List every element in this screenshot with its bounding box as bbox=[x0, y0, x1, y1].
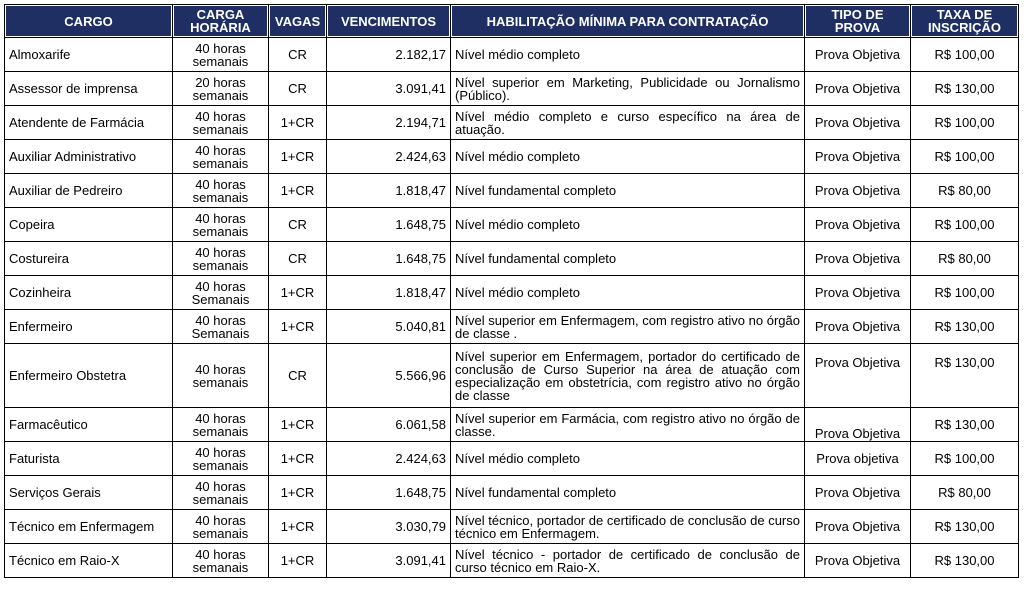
table-row bbox=[5, 344, 1019, 408]
habilitacao-cell: Nível superior em Enfermagem, portador do certificado de conclusão de Curso Superior na área de atuação com especialização em obstetrícia, com registro ativo no órgão de classe bbox=[451, 344, 805, 408]
header-vencimentos: VENCIMENTOS bbox=[327, 5, 451, 38]
table-row bbox=[5, 544, 1019, 578]
table-header bbox=[5, 5, 1019, 38]
habilitacao-cell: Nível médio completo bbox=[451, 276, 805, 310]
carga-horaria-cell: 40 horas semanais bbox=[173, 476, 269, 510]
vagas-cell: CR bbox=[269, 208, 327, 242]
taxa-inscricao-cell: R$ 130,00 bbox=[911, 408, 1019, 442]
taxa-inscricao-cell: R$ 130,00 bbox=[911, 544, 1019, 578]
cargo-cell: Serviços Gerais bbox=[5, 476, 173, 510]
cargo-cell: Costureira bbox=[5, 242, 173, 276]
table-row bbox=[5, 408, 1019, 442]
taxa-inscricao-cell: R$ 100,00 bbox=[911, 442, 1019, 476]
cargo-cell: Técnico em Enfermagem bbox=[5, 510, 173, 544]
carga-horaria-cell: 40 horas semanais bbox=[173, 174, 269, 208]
vencimentos-cell: 1.818,47 bbox=[327, 174, 451, 208]
carga-horaria-cell: 40 horas semanais bbox=[173, 442, 269, 476]
habilitacao-cell: Nível médio completo e curso específico na área de atuação. bbox=[451, 106, 805, 140]
habilitacao-cell: Nível superior em Farmácia, com registro ativo no órgão de classe. bbox=[451, 408, 805, 442]
vencimentos-cell: 1.648,75 bbox=[327, 208, 451, 242]
taxa-inscricao-cell: R$ 130,00 bbox=[911, 72, 1019, 106]
carga-horaria-cell: 40 horas semanais bbox=[173, 140, 269, 174]
tipo-prova-cell: Prova Objetiva bbox=[805, 242, 911, 276]
table-row bbox=[5, 276, 1019, 310]
habilitacao-cell: Nível médio completo bbox=[451, 442, 805, 476]
table-row bbox=[5, 38, 1019, 72]
table-row bbox=[5, 442, 1019, 476]
table-row bbox=[5, 476, 1019, 510]
carga-horaria-cell: 40 horas semanais bbox=[173, 208, 269, 242]
vencimentos-cell: 1.648,75 bbox=[327, 476, 451, 510]
carga-horaria-cell: 40 horas semanais bbox=[173, 106, 269, 140]
table-row bbox=[5, 510, 1019, 544]
cargo-cell: Copeira bbox=[5, 208, 173, 242]
vencimentos-cell: 2.182,17 bbox=[327, 38, 451, 72]
vagas-cell: 1+CR bbox=[269, 510, 327, 544]
cargo-cell: Atendente de Farmácia bbox=[5, 106, 173, 140]
tipo-prova-cell: Prova Objetiva bbox=[805, 276, 911, 310]
taxa-inscricao-cell: R$ 130,00 bbox=[911, 510, 1019, 544]
tipo-prova-cell: Prova objetiva bbox=[805, 442, 911, 476]
taxa-inscricao-cell: R$ 100,00 bbox=[911, 208, 1019, 242]
tipo-prova-cell: Prova Objetiva bbox=[805, 408, 911, 442]
taxa-inscricao-cell: R$ 80,00 bbox=[911, 174, 1019, 208]
tipo-prova-cell: Prova Objetiva bbox=[805, 476, 911, 510]
cargo-cell: Enfermeiro bbox=[5, 310, 173, 344]
header-cargo: CARGO bbox=[5, 5, 173, 38]
vagas-cell: CR bbox=[269, 344, 327, 408]
table-row bbox=[5, 174, 1019, 208]
vencimentos-cell: 1.818,47 bbox=[327, 276, 451, 310]
tipo-prova-cell: Prova Objetiva bbox=[805, 140, 911, 174]
vencimentos-cell: 3.091,41 bbox=[327, 72, 451, 106]
vencimentos-cell: 5.040,81 bbox=[327, 310, 451, 344]
carga-horaria-cell: 40 horas semanais bbox=[173, 408, 269, 442]
table-row bbox=[5, 106, 1019, 140]
vagas-cell: 1+CR bbox=[269, 442, 327, 476]
vencimentos-cell: 2.194,71 bbox=[327, 106, 451, 140]
habilitacao-cell: Nível técnico, portador de certificado de conclusão de curso técnico em Enfermagem. bbox=[451, 510, 805, 544]
vencimentos-cell: 5.566,96 bbox=[327, 344, 451, 408]
vencimentos-cell: 2.424,63 bbox=[327, 442, 451, 476]
carga-horaria-cell: 40 horas semanais bbox=[173, 344, 269, 408]
vagas-cell: CR bbox=[269, 72, 327, 106]
cargo-cell: Enfermeiro Obstetra bbox=[5, 344, 173, 408]
vagas-cell: CR bbox=[269, 38, 327, 72]
taxa-inscricao-cell: R$ 100,00 bbox=[911, 276, 1019, 310]
taxa-inscricao-cell: R$ 80,00 bbox=[911, 476, 1019, 510]
cargo-cell: Auxiliar Administrativo bbox=[5, 140, 173, 174]
tipo-prova-cell: Prova Objetiva bbox=[805, 510, 911, 544]
vagas-cell: 1+CR bbox=[269, 276, 327, 310]
taxa-inscricao-cell: R$ 130,00 bbox=[911, 310, 1019, 344]
vencimentos-cell: 1.648,75 bbox=[327, 242, 451, 276]
vagas-cell: 1+CR bbox=[269, 476, 327, 510]
carga-horaria-cell: 40 horas semanais bbox=[173, 544, 269, 578]
table-row bbox=[5, 72, 1019, 106]
tipo-prova-cell: Prova Objetiva bbox=[805, 344, 911, 408]
table-row bbox=[5, 242, 1019, 276]
positions-table bbox=[4, 4, 1019, 578]
cargo-cell: Farmacêutico bbox=[5, 408, 173, 442]
habilitacao-cell: Nível médio completo bbox=[451, 140, 805, 174]
vagas-cell: 1+CR bbox=[269, 408, 327, 442]
cargo-cell: Auxiliar de Pedreiro bbox=[5, 174, 173, 208]
taxa-inscricao-cell: R$ 80,00 bbox=[911, 242, 1019, 276]
vagas-cell: 1+CR bbox=[269, 174, 327, 208]
header-tipo-prova: TIPO DE PROVA bbox=[805, 5, 911, 38]
habilitacao-cell: Nível fundamental completo bbox=[451, 174, 805, 208]
habilitacao-cell: Nível técnico - portador de certificado de conclusão de curso técnico em Raio-X. bbox=[451, 544, 805, 578]
cargo-cell: Assessor de imprensa bbox=[5, 72, 173, 106]
carga-horaria-cell: 40 horas semanais bbox=[173, 242, 269, 276]
carga-horaria-cell: 20 horas semanais bbox=[173, 72, 269, 106]
habilitacao-cell: Nível superior em Marketing, Publicidade ou Jornalismo (Público). bbox=[451, 72, 805, 106]
taxa-inscricao-cell: R$ 130,00 bbox=[911, 344, 1019, 408]
table-body bbox=[5, 38, 1019, 578]
table-row bbox=[5, 208, 1019, 242]
tipo-prova-cell: Prova Objetiva bbox=[805, 38, 911, 72]
vencimentos-cell: 3.030,79 bbox=[327, 510, 451, 544]
tipo-prova-cell: Prova Objetiva bbox=[805, 106, 911, 140]
cargo-cell: Almoxarife bbox=[5, 38, 173, 72]
vagas-cell: 1+CR bbox=[269, 140, 327, 174]
vagas-cell: 1+CR bbox=[269, 106, 327, 140]
vagas-cell: 1+CR bbox=[269, 310, 327, 344]
cargo-cell: Técnico em Raio-X bbox=[5, 544, 173, 578]
vencimentos-cell: 6.061,58 bbox=[327, 408, 451, 442]
tipo-prova-cell: Prova Objetiva bbox=[805, 310, 911, 344]
taxa-inscricao-cell: R$ 100,00 bbox=[911, 38, 1019, 72]
tipo-prova-cell: Prova Objetiva bbox=[805, 544, 911, 578]
habilitacao-cell: Nível superior em Enfermagem, com registro ativo no órgão de classe . bbox=[451, 310, 805, 344]
tipo-prova-cell: Prova Objetiva bbox=[805, 174, 911, 208]
vencimentos-cell: 3.091,41 bbox=[327, 544, 451, 578]
header-vagas: VAGAS bbox=[269, 5, 327, 38]
vagas-cell: 1+CR bbox=[269, 544, 327, 578]
habilitacao-cell: Nível médio completo bbox=[451, 208, 805, 242]
tipo-prova-cell: Prova Objetiva bbox=[805, 208, 911, 242]
carga-horaria-cell: 40 horas semanais bbox=[173, 510, 269, 544]
cargo-cell: Cozinheira bbox=[5, 276, 173, 310]
carga-horaria-cell: 40 horas Semanais bbox=[173, 310, 269, 344]
carga-horaria-cell: 40 horas semanais bbox=[173, 38, 269, 72]
habilitacao-cell: Nível médio completo bbox=[451, 38, 805, 72]
table-row bbox=[5, 310, 1019, 344]
taxa-inscricao-cell: R$ 100,00 bbox=[911, 106, 1019, 140]
tipo-prova-cell: Prova Objetiva bbox=[805, 72, 911, 106]
table-row bbox=[5, 140, 1019, 174]
vencimentos-cell: 2.424,63 bbox=[327, 140, 451, 174]
habilitacao-cell: Nível fundamental completo bbox=[451, 476, 805, 510]
vagas-cell: CR bbox=[269, 242, 327, 276]
header-carga-horaria: CARGA HORÁRIA bbox=[173, 5, 269, 38]
carga-horaria-cell: 40 horas Semanais bbox=[173, 276, 269, 310]
habilitacao-cell: Nível fundamental completo bbox=[451, 242, 805, 276]
cargo-cell: Faturista bbox=[5, 442, 173, 476]
header-taxa-inscricao: TAXA DE INSCRIÇÃO bbox=[911, 5, 1019, 38]
header-habilitacao: HABILITAÇÃO MÍNIMA PARA CONTRATAÇÃO bbox=[451, 5, 805, 38]
taxa-inscricao-cell: R$ 100,00 bbox=[911, 140, 1019, 174]
